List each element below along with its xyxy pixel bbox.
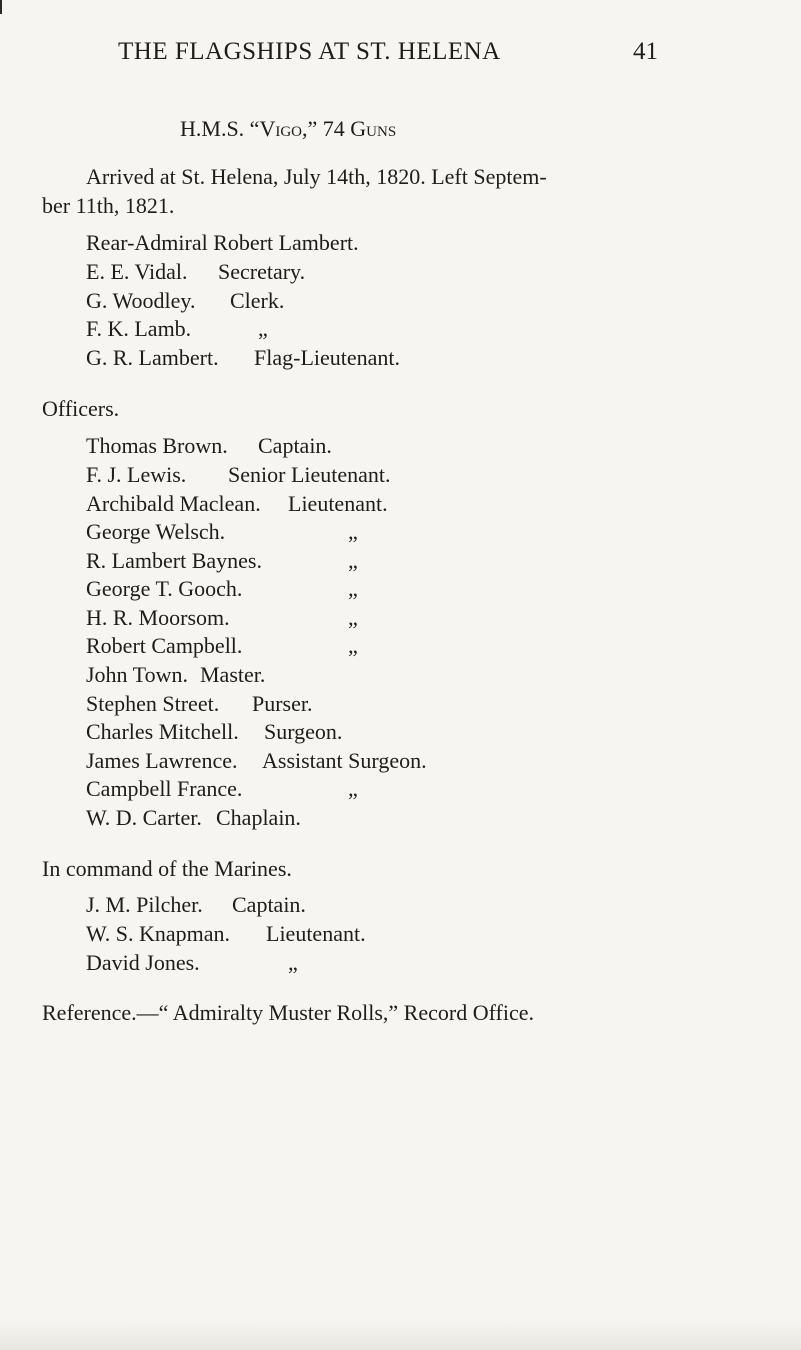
marine-role: Lieutenant. [266, 921, 366, 946]
officer-name: H. R. Moorsom. [86, 605, 230, 630]
ship-suffix: ” 74 [307, 116, 351, 141]
officer-role: Assistant Surgeon. [262, 748, 427, 773]
staff-name: G. R. Lambert. [86, 345, 219, 370]
page-edge-mark [0, 0, 2, 14]
arrival-line-1: Arrived at St. Helena, July 14th, 1820. Left Septem- [86, 164, 547, 189]
staff-name: F. K. Lamb. [86, 316, 192, 341]
officer-name: Thomas Brown. [86, 433, 228, 458]
marine-name: W. S. Knapman. [86, 921, 231, 946]
reference-note: Reference.—“ Admiralty Muster Rolls,” Record Office. [42, 1000, 534, 1025]
page-number: 41 [633, 38, 658, 65]
officer-name: F. J. Lewis. [86, 462, 187, 487]
officer-role: Senior Lieutenant. [228, 462, 391, 487]
officer-role: Captain. [258, 433, 332, 458]
officer-role: „ [348, 605, 358, 630]
officer-role: Lieutenant. [288, 491, 388, 516]
page-bottom-shadow [0, 1320, 801, 1350]
officer-name: James Lawrence. [86, 748, 238, 773]
staff-name: G. Woodley. [86, 288, 196, 313]
officer-role: „ [348, 776, 358, 801]
staff-role: Clerk. [230, 288, 285, 313]
staff-name: Rear-Admiral Robert Lambert. [86, 230, 359, 255]
officer-name: Archibald Maclean. [86, 491, 261, 516]
marine-role: Captain. [232, 892, 306, 917]
marines-heading: In command of the Marines. [42, 856, 292, 881]
officer-name: Campbell France. [86, 776, 243, 801]
officer-role: Purser. [252, 691, 313, 716]
staff-role: Secretary. [218, 259, 306, 284]
officer-name: W. D. Carter. [86, 805, 202, 830]
running-header [118, 38, 658, 78]
staff-name: E. E. Vidal. [86, 259, 188, 284]
staff-role: Flag-Lieutenant. [254, 345, 401, 370]
ship-name: Vigo, [259, 116, 308, 141]
staff-role: „ [258, 316, 268, 341]
ship-heading [180, 116, 396, 142]
marine-name: David Jones. [86, 950, 200, 975]
arrival-line-2: ber 11th, 1821. [42, 193, 175, 218]
officer-name: George Welsch. [86, 519, 226, 544]
officer-role: Surgeon. [264, 719, 343, 744]
officer-role: „ [348, 633, 358, 658]
officer-role: „ [348, 548, 358, 573]
officer-role: Chaplain. [216, 805, 301, 830]
officer-name: Stephen Street. [86, 691, 220, 716]
officer-role: „ [348, 576, 358, 601]
officer-role: „ [348, 519, 358, 544]
officer-name: Charles Mitchell. [86, 719, 239, 744]
officer-role: Master. [200, 662, 266, 687]
officer-name: George T. Gooch. [86, 576, 243, 601]
ship-guns: Guns [350, 116, 397, 141]
running-title: THE FLAGSHIPS AT ST. HELENA [118, 38, 501, 65]
officer-name: R. Lambert Baynes. [86, 548, 262, 573]
officer-name: Robert Campbell. [86, 633, 243, 658]
officers-heading: Officers. [42, 396, 120, 421]
ship-prefix: H.M.S. “ [180, 116, 260, 141]
marine-name: J. M. Pilcher. [86, 892, 203, 917]
marine-role: „ [288, 950, 298, 975]
officer-name: John Town. [86, 662, 188, 687]
